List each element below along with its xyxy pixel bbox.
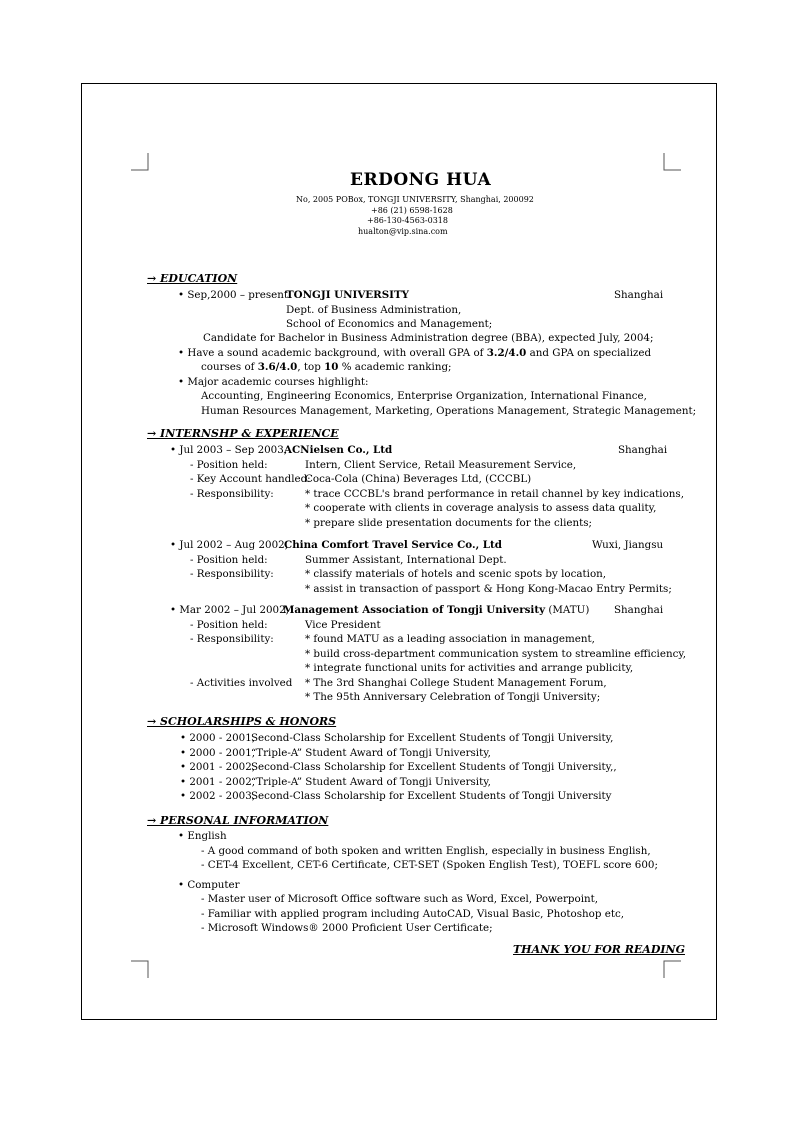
job2-responsibility-1: * classify materials of hotels and scenic spots by location, — [305, 568, 607, 580]
honor-year: • 2000 - 2001, — [180, 747, 256, 759]
education-courses-1: Accounting, Engineering Economics, Enterprise Organization, International Finance, — [201, 390, 647, 402]
english-label: • English — [178, 830, 227, 842]
job1-position-label: - Position held: — [190, 459, 268, 471]
email: hualton@vip.sina.com — [358, 227, 448, 236]
computer-item-3: - Microsoft Windows® 2000 Proficient User Certificate; — [201, 922, 493, 934]
honor-year: • 2000 - 2001, — [180, 732, 256, 744]
job1-company: ACNielsen Co., Ltd — [284, 444, 393, 456]
honor-text: Second-Class Scholarship for Excellent Students of Tongji University — [251, 790, 612, 802]
job1-location: Shanghai — [618, 444, 668, 456]
english-item-1: - A good command of both spoken and written English, especially in business English, — [201, 845, 651, 857]
job1-date: • Jul 2003 – Sep 2003, — [170, 444, 288, 456]
closing-note: THANK YOU FOR READING — [513, 943, 685, 956]
education-heading: → EDUCATION — [147, 272, 238, 285]
job1-responsibility-3: * prepare slide presentation documents for the clients; — [305, 517, 592, 529]
education-major: • Major academic courses highlight: — [178, 376, 369, 388]
job3-position-label: - Position held: — [190, 619, 268, 631]
honor-text: Second-Class Scholarship for Excellent Students of Tongji University, — [251, 732, 614, 744]
job1-account-value: Coca-Cola (China) Beverages Ltd, (CCCBL) — [305, 473, 532, 485]
honor-year: • 2001 - 2002, — [180, 776, 256, 788]
computer-label: • Computer — [178, 879, 240, 891]
english-item-2: - CET-4 Excellent, CET-6 Certificate, CET-SET (Spoken English Test), TOEFL score 600; — [201, 859, 658, 871]
job3-position-value: Vice President — [305, 619, 381, 631]
job1-responsibility-1: * trace CCCBL's brand performance in retail channel by key indications, — [305, 488, 684, 500]
honor-text: “Triple-A” Student Award of Tongji University, — [251, 776, 491, 788]
job2-position-label: - Position held: — [190, 554, 268, 566]
job3-responsibility-3: * integrate functional units for activities and arrange publicity, — [305, 662, 634, 674]
education-date: • Sep,2000 – present — [178, 289, 289, 301]
education-candidate: Candidate for Bachelor in Business Administration degree (BBA), expected July, 2004; — [203, 332, 654, 344]
job3-responsibility-2: * build cross-department communication system to streamline efficiency, — [305, 648, 687, 660]
crop-mark-top-left — [131, 153, 149, 171]
education-courses-2: Human Resources Management, Marketing, Operations Management, Strategic Management; — [201, 405, 697, 417]
education-faculty: School of Economics and Management; — [286, 318, 493, 330]
honor-year: • 2001 - 2002, — [180, 761, 256, 773]
honor-text: Second-Class Scholarship for Excellent Students of Tongji University,, — [251, 761, 617, 773]
job2-company: China Comfort Travel Service Co., Ltd — [284, 539, 502, 551]
job1-responsibility-2: * cooperate with clients in coverage analysis to assess data quality, — [305, 502, 657, 514]
job2-responsibility-2: * assist in transaction of passport & Hong Kong-Macao Entry Permits; — [305, 583, 672, 595]
education-location: Shanghai — [614, 289, 664, 301]
job2-date: • Jul 2002 – Aug 2002, — [170, 539, 288, 551]
job3-location: Shanghai — [614, 604, 664, 616]
honors-heading: → SCHOLARSHIPS & HONORS — [147, 715, 337, 728]
job3-responsibility-label: - Responsibility: — [190, 633, 274, 645]
education-gpa: • Have a sound academic background, with overall GPA of 3.2/4.0 and GPA on specialized — [178, 347, 652, 359]
job2-location: Wuxi, Jiangsu — [592, 539, 664, 551]
job1-position-value: Intern, Client Service, Retail Measurement Service, — [305, 459, 577, 471]
job1-account-label: - Key Account handled: — [190, 473, 311, 485]
experience-heading: → INTERNSHP & EXPERIENCE — [147, 427, 339, 440]
computer-item-2: - Familiar with applied program including AutoCAD, Visual Basic, Photoshop etc, — [201, 908, 624, 920]
job1-responsibility-label: - Responsibility: — [190, 488, 274, 500]
address: No, 2005 POBox, TONGJI UNIVERSITY, Shanghai, 200092 — [296, 195, 534, 204]
crop-mark-bottom-left — [131, 960, 149, 978]
education-school: TONGJI UNIVERSITY — [286, 289, 409, 301]
computer-item-1: - Master user of Microsoft Office software such as Word, Excel, Powerpoint, — [201, 893, 599, 905]
honor-year: • 2002 - 2003, — [180, 790, 256, 802]
personal-heading: → PERSONAL INFORMATION — [147, 814, 329, 827]
job3-activity-2: * The 95th Anniversary Celebration of Tongji University; — [305, 691, 601, 703]
phone-2: +86-130-4563-0318 — [367, 216, 448, 225]
honor-text: “Triple-A” Student Award of Tongji University, — [251, 747, 491, 759]
job3-company: Management Association of Tongji University (MATU) — [283, 604, 590, 616]
job3-activities-label: - Activities involved — [190, 677, 293, 689]
crop-mark-bottom-right — [663, 960, 681, 978]
job2-position-value: Summer Assistant, International Dept. — [305, 554, 507, 566]
job2-responsibility-label: - Responsibility: — [190, 568, 274, 580]
education-dept: Dept. of Business Administration, — [286, 304, 462, 316]
job3-activity-1: * The 3rd Shanghai College Student Management Forum, — [305, 677, 607, 689]
job3-responsibility-1: * found MATU as a leading association in management, — [305, 633, 595, 645]
crop-mark-top-right — [663, 153, 681, 171]
phone-1: +86 (21) 6598-1628 — [371, 206, 453, 215]
job3-date: • Mar 2002 – Jul 2002, — [170, 604, 289, 616]
education-courses-gpa: courses of 3.6/4.0, top 10 % academic ranking; — [201, 361, 452, 373]
candidate-name: ERDONG HUA — [350, 170, 492, 190]
